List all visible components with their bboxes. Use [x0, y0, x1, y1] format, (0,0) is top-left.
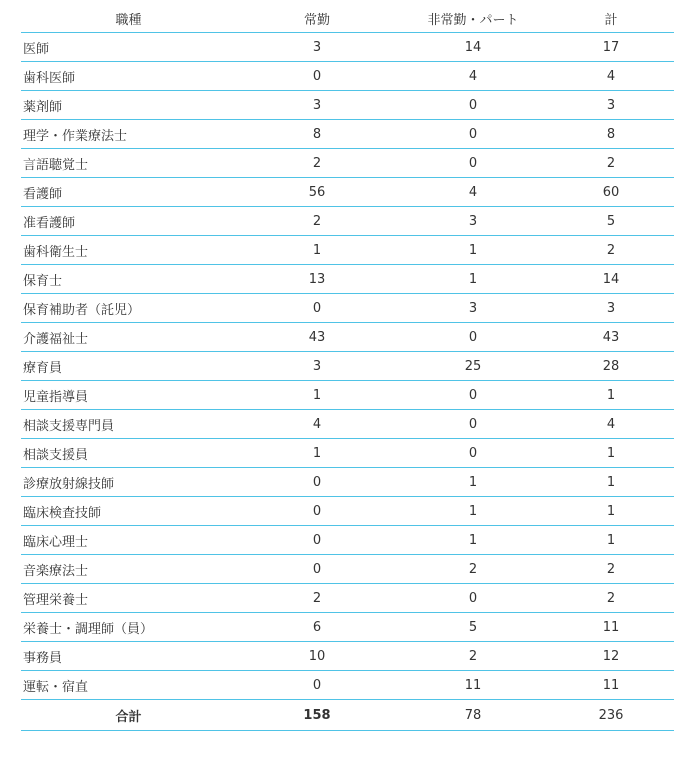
- full-time-cell: 0: [236, 526, 398, 555]
- table-row: [21, 410, 674, 439]
- part-time-cell: 0: [398, 120, 548, 149]
- occupation-cell: 療育員: [21, 352, 236, 381]
- occupation-cell: 歯科衛生士: [21, 236, 236, 265]
- table-row: [21, 555, 674, 584]
- total-total: 236: [548, 700, 674, 731]
- full-time-cell: 1: [236, 236, 398, 265]
- table-row: [21, 468, 674, 497]
- full-time-cell: 6: [236, 613, 398, 642]
- table-row: [21, 584, 674, 613]
- header-full-time: 常勤: [236, 5, 398, 33]
- total-cell: 2: [548, 555, 674, 584]
- occupation-cell: 看護師: [21, 178, 236, 207]
- full-time-cell: 0: [236, 497, 398, 526]
- full-time-cell: 0: [236, 671, 398, 700]
- total-cell: 1: [548, 526, 674, 555]
- total-cell: 1: [548, 497, 674, 526]
- full-time-cell: 13: [236, 265, 398, 294]
- occupation-cell: 運転・宿直: [21, 671, 236, 700]
- table-row: [21, 149, 674, 178]
- part-time-cell: 11: [398, 671, 548, 700]
- part-time-cell: 1: [398, 468, 548, 497]
- header-total: 計: [548, 5, 674, 33]
- occupation-cell: 管理栄養士: [21, 584, 236, 613]
- table-row: [21, 265, 674, 294]
- full-time-cell: 2: [236, 149, 398, 178]
- staff-count-table: [21, 5, 674, 731]
- full-time-cell: 10: [236, 642, 398, 671]
- part-time-cell: 0: [398, 91, 548, 120]
- total-cell: 3: [548, 91, 674, 120]
- occupation-cell: 事務員: [21, 642, 236, 671]
- full-time-cell: 4: [236, 410, 398, 439]
- part-time-cell: 14: [398, 33, 548, 62]
- total-full-time: 158: [236, 700, 398, 731]
- full-time-cell: 43: [236, 323, 398, 352]
- table-row: [21, 91, 674, 120]
- table-row: [21, 62, 674, 91]
- total-cell: 2: [548, 149, 674, 178]
- total-cell: 14: [548, 265, 674, 294]
- table-row: [21, 33, 674, 62]
- total-cell: 4: [548, 410, 674, 439]
- full-time-cell: 3: [236, 91, 398, 120]
- table-row: [21, 526, 674, 555]
- total-cell: 4: [548, 62, 674, 91]
- table-body: [21, 33, 674, 700]
- occupation-cell: 臨床心理士: [21, 526, 236, 555]
- table-row: [21, 613, 674, 642]
- full-time-cell: 56: [236, 178, 398, 207]
- table-row: [21, 671, 674, 700]
- header-row: [21, 5, 674, 33]
- total-row: [21, 700, 674, 731]
- occupation-cell: 医師: [21, 33, 236, 62]
- table-row: [21, 439, 674, 468]
- table-row: [21, 294, 674, 323]
- part-time-cell: 0: [398, 584, 548, 613]
- part-time-cell: 2: [398, 642, 548, 671]
- full-time-cell: 3: [236, 33, 398, 62]
- full-time-cell: 0: [236, 294, 398, 323]
- occupation-cell: 診療放射線技師: [21, 468, 236, 497]
- part-time-cell: 0: [398, 149, 548, 178]
- total-cell: 11: [548, 671, 674, 700]
- total-cell: 8: [548, 120, 674, 149]
- full-time-cell: 8: [236, 120, 398, 149]
- full-time-cell: 1: [236, 439, 398, 468]
- table-row: [21, 178, 674, 207]
- part-time-cell: 4: [398, 178, 548, 207]
- part-time-cell: 5: [398, 613, 548, 642]
- total-part-time: 78: [398, 700, 548, 731]
- full-time-cell: 0: [236, 555, 398, 584]
- table-row: [21, 497, 674, 526]
- full-time-cell: 3: [236, 352, 398, 381]
- occupation-cell: 歯科医師: [21, 62, 236, 91]
- total-cell: 11: [548, 613, 674, 642]
- total-cell: 60: [548, 178, 674, 207]
- table-row: [21, 323, 674, 352]
- total-cell: 1: [548, 439, 674, 468]
- full-time-cell: 2: [236, 584, 398, 613]
- full-time-cell: 2: [236, 207, 398, 236]
- part-time-cell: 4: [398, 62, 548, 91]
- occupation-cell: 相談支援員: [21, 439, 236, 468]
- total-cell: 1: [548, 468, 674, 497]
- part-time-cell: 3: [398, 207, 548, 236]
- full-time-cell: 1: [236, 381, 398, 410]
- total-cell: 28: [548, 352, 674, 381]
- occupation-cell: 児童指導員: [21, 381, 236, 410]
- full-time-cell: 0: [236, 62, 398, 91]
- part-time-cell: 0: [398, 439, 548, 468]
- total-label: 合計: [21, 700, 236, 731]
- total-cell: 3: [548, 294, 674, 323]
- total-cell: 5: [548, 207, 674, 236]
- part-time-cell: 0: [398, 410, 548, 439]
- occupation-cell: 臨床検査技師: [21, 497, 236, 526]
- occupation-cell: 保育補助者（託児）: [21, 294, 236, 323]
- part-time-cell: 1: [398, 497, 548, 526]
- total-cell: 12: [548, 642, 674, 671]
- part-time-cell: 25: [398, 352, 548, 381]
- header-part-time: 非常勤・パート: [398, 5, 548, 33]
- occupation-cell: 保育士: [21, 265, 236, 294]
- part-time-cell: 0: [398, 381, 548, 410]
- total-cell: 1: [548, 381, 674, 410]
- occupation-cell: 言語聴覚士: [21, 149, 236, 178]
- part-time-cell: 3: [398, 294, 548, 323]
- total-cell: 43: [548, 323, 674, 352]
- table-row: [21, 207, 674, 236]
- table-footer: [21, 700, 674, 731]
- table-row: [21, 381, 674, 410]
- occupation-cell: 薬剤師: [21, 91, 236, 120]
- table-row: [21, 352, 674, 381]
- occupation-cell: 准看護師: [21, 207, 236, 236]
- occupation-cell: 介護福祉士: [21, 323, 236, 352]
- occupation-cell: 相談支援専門員: [21, 410, 236, 439]
- part-time-cell: 1: [398, 236, 548, 265]
- occupation-cell: 理学・作業療法士: [21, 120, 236, 149]
- table-row: [21, 642, 674, 671]
- table-row: [21, 120, 674, 149]
- occupation-cell: 音楽療法士: [21, 555, 236, 584]
- total-cell: 17: [548, 33, 674, 62]
- full-time-cell: 0: [236, 468, 398, 497]
- table-header: [21, 5, 674, 33]
- part-time-cell: 2: [398, 555, 548, 584]
- part-time-cell: 0: [398, 323, 548, 352]
- total-cell: 2: [548, 236, 674, 265]
- total-cell: 2: [548, 584, 674, 613]
- occupation-cell: 栄養士・調理師（員）: [21, 613, 236, 642]
- table-row: [21, 236, 674, 265]
- part-time-cell: 1: [398, 265, 548, 294]
- part-time-cell: 1: [398, 526, 548, 555]
- header-occupation: 職種: [21, 5, 236, 33]
